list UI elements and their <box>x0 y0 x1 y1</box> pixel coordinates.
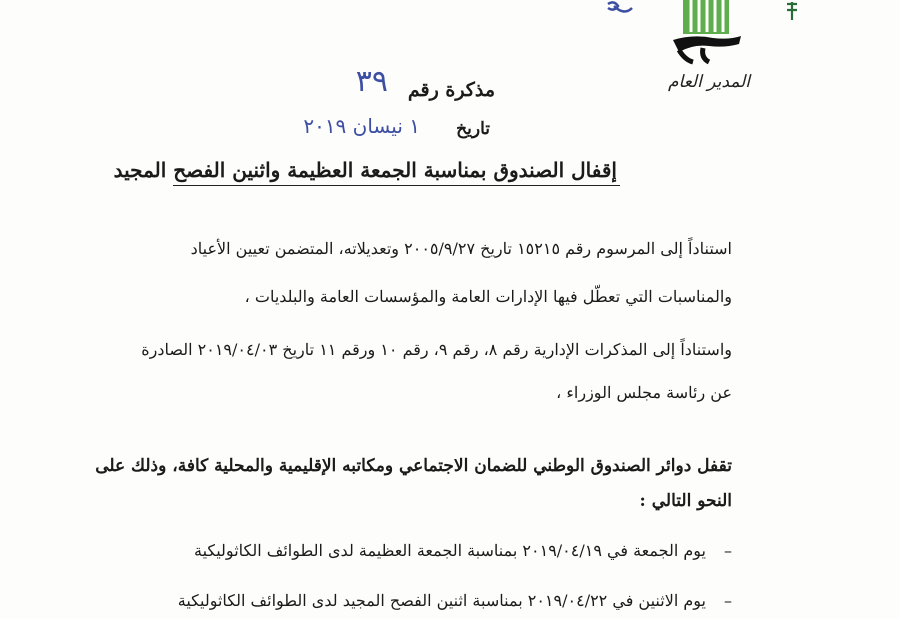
title-underline <box>173 185 620 186</box>
list-item <box>194 541 732 560</box>
memo-number-label: مذكرة رقم <box>407 79 495 101</box>
date-value: ١ نيسان ٢٠١٩ <box>303 114 420 138</box>
paragraph-decree-line-2: والمناسبات التي تعطّل فيها الإدارات العامة والمؤسسات العامة والبلديات ، <box>244 287 732 306</box>
paragraph-decree-line-1: استناداً إلى المرسوم رقم ١٥٢١٥ تاريخ ٢٠٠٥/٩/٢٧ وتعديلاته، المتضمن تعيين الأعياد <box>190 239 732 258</box>
director-general-label: المدير العام <box>668 72 750 92</box>
handwritten-initials-icon <box>600 0 636 28</box>
memo-number-value: ٣٩ <box>355 64 388 99</box>
bullet-dash: – <box>724 591 732 610</box>
list-item <box>178 591 732 610</box>
bullet-dash: – <box>724 541 732 560</box>
decision-line-2: النحو التالي : <box>639 491 732 511</box>
corner-mark-icon <box>784 0 800 22</box>
paragraph-memos-line-1: واستناداً إلى المذكرات الإدارية رقم ٨، رقم ٩، رقم ١٠ ورقم ١١ تاريخ ٢٠١٩/٠٤/٠٣ الصادرة <box>141 340 732 359</box>
decision-line-1: تقفل دوائر الصندوق الوطني للضمان الاجتماعي ومكاتبه الإقليمية والمحلية كافة، وذلك على <box>95 456 732 476</box>
paragraph-memos-line-2: عن رئاسة مجلس الوزراء ، <box>556 383 732 402</box>
list-item-text: يوم الاثنين في ٢٠١٩/٠٤/٢٢ بمناسبة اثنين الفصح المجيد لدى الطوائف الكاثوليكية <box>177 591 706 610</box>
institution-logo-icon <box>663 0 749 68</box>
list-item-text: يوم الجمعة في ٢٠١٩/٠٤/١٩ بمناسبة الجمعة العظيمة لدى الطوائف الكاثوليكية <box>193 541 706 560</box>
memo-title: إقفال الصندوق بمناسبة الجمعة العظيمة واثنين الفصح المجيد <box>113 158 617 182</box>
date-label: تاريخ <box>456 119 490 139</box>
